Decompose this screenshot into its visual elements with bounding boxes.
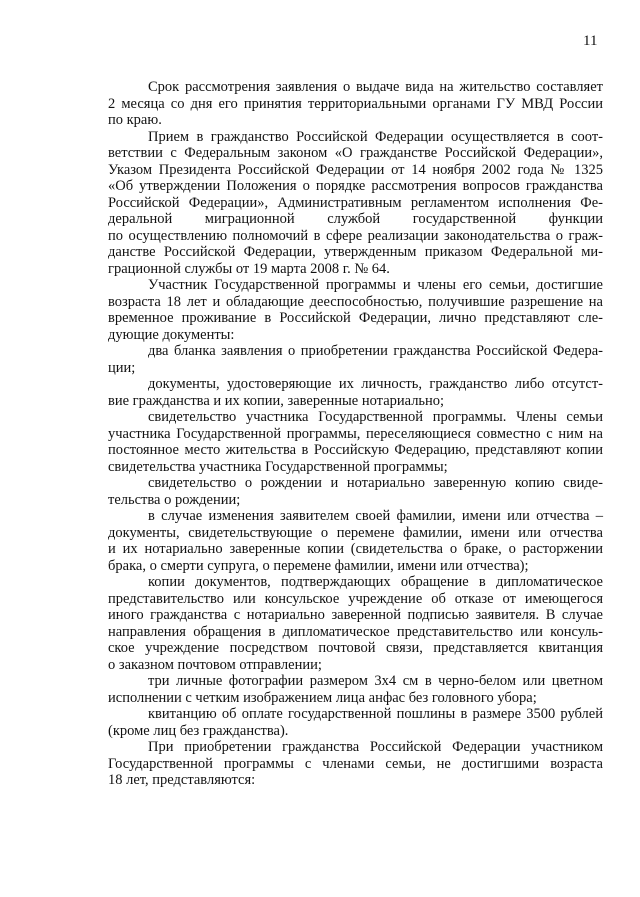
paragraph-line: по осуществлению полномочий в сфере реализации законодательства о граж- bbox=[108, 227, 603, 244]
paragraph bbox=[108, 376, 603, 409]
paragraph-line: документы, удостоверяющие их личность, гражданство либо отсутст- bbox=[148, 376, 603, 392]
paragraph-line: свидетельство о рождении и нотариально заверенную копию свиде- bbox=[148, 475, 603, 491]
paragraph bbox=[108, 475, 603, 508]
paragraph-line: постоянное место жительства в Российскую Федерацию, представляют копии bbox=[108, 442, 603, 458]
paragraph-line: При приобретении гражданства Российской Федерации участником bbox=[148, 739, 603, 755]
paragraph-line: «Об утверждении Положения о порядке рассмотрения вопросов гражданства bbox=[108, 178, 603, 194]
paragraph-line: Срок рассмотрения заявления о выдаче вида на жительство составляет bbox=[148, 79, 603, 95]
paragraph-line: грационной службы от 19 марта 2008 г. № 64. bbox=[108, 260, 390, 277]
paragraph-line: временное проживание в Российской Федерации, лично представляют сле- bbox=[108, 310, 603, 326]
paragraph bbox=[108, 739, 603, 789]
paragraph-line: документы, свидетельствующие о перемене фамилии, имени или отчества bbox=[108, 524, 603, 541]
paragraph-line: Государственной программы с членами семьи, не достигшими возраста bbox=[108, 755, 603, 772]
paragraph-line: по краю. bbox=[108, 112, 162, 128]
paragraph bbox=[108, 508, 603, 574]
paragraph-line: Прием в гражданство Российской Федерации осуществляется в соот- bbox=[148, 128, 603, 145]
paragraph-line: ветствии с Федеральным законом «О гражданстве Российской Федерации», bbox=[108, 145, 603, 161]
document-body bbox=[108, 79, 603, 789]
paragraph-line: деральной миграционной службой государственной функции bbox=[108, 211, 603, 227]
paragraph-line: три личные фотографии размером 3x4 см в черно-белом или цветном bbox=[148, 673, 603, 689]
paragraph-line: свидетельства участника Государственной программы; bbox=[108, 458, 448, 475]
paragraph bbox=[108, 129, 603, 278]
paragraph-line: квитанцию об оплате государственной пошлины в размере 3500 рублей bbox=[148, 706, 603, 722]
paragraph-line: Участник Государственной программы и члены его семьи, достигшие bbox=[148, 277, 603, 293]
paragraph bbox=[108, 343, 603, 376]
paragraph-line: представительство или консульское учреждение об отказе от имеющегося bbox=[108, 590, 603, 607]
paragraph-line: Российской Федерации», Административным регламентом исполнения Фе- bbox=[108, 194, 603, 211]
paragraph-line: о заказном почтовом отправлении; bbox=[108, 656, 322, 673]
paragraph-line: дующие документы: bbox=[108, 326, 235, 343]
paragraph-line: брака, о смерти супруга, о перемене фамилии, имени или отчества); bbox=[108, 557, 529, 574]
paragraph-line: ции; bbox=[108, 359, 136, 376]
paragraph bbox=[108, 277, 603, 343]
paragraph-line: тельства о рождении; bbox=[108, 491, 241, 508]
paragraph-line: (кроме лиц без гражданства). bbox=[108, 722, 289, 739]
paragraph-line: и их нотариально заверенные копии (свидетельства о браке, о расторжении bbox=[108, 541, 603, 557]
paragraph bbox=[108, 706, 603, 739]
paragraph-line: участника Государственной программы, переселяющиеся совместно с ним на bbox=[108, 425, 603, 442]
paragraph-line: в случае изменения заявителем своей фамилии, имени или отчества – bbox=[148, 508, 603, 524]
paragraph bbox=[108, 673, 603, 706]
paragraph-line: 2 месяца со дня его принятия территориальными органами ГУ МВД России bbox=[108, 95, 603, 112]
paragraph-line: данстве Российской Федерации, утвержденным приказом Федеральной ми- bbox=[108, 244, 603, 260]
page-number: 11 bbox=[583, 33, 598, 49]
paragraph bbox=[108, 79, 603, 129]
paragraph-line: иного гражданства с нотариально заверенной подписью заявителя. В случае bbox=[108, 607, 603, 623]
paragraph-line: свидетельство участника Государственной программы. Члены семьи bbox=[148, 409, 603, 425]
paragraph-line: ское учреждение посредством почтовой связи, представляется квитанция bbox=[108, 640, 603, 656]
paragraph-line: два бланка заявления о приобретении гражданства Российской Федера- bbox=[148, 343, 603, 359]
paragraph-line: 18 лет, представляются: bbox=[108, 772, 256, 788]
paragraph bbox=[108, 409, 603, 475]
paragraph-line: исполнении с четким изображением лица анфас без головного убора; bbox=[108, 689, 537, 706]
paragraph-line: Указом Президента Российской Федерации от 14 ноября 2002 года № 1325 bbox=[108, 161, 603, 178]
paragraph-line: направления обращения в дипломатическое представительство или консуль- bbox=[108, 623, 603, 640]
paragraph-line: вие гражданства и их копии, заверенные нотариально; bbox=[108, 392, 445, 409]
paragraph-line: копии документов, подтверждающих обращение в дипломатическое bbox=[148, 574, 603, 590]
paragraph-line: возраста 18 лет и обладающие дееспособностью, получившие разрешение на bbox=[108, 293, 603, 310]
paragraph bbox=[108, 574, 603, 673]
